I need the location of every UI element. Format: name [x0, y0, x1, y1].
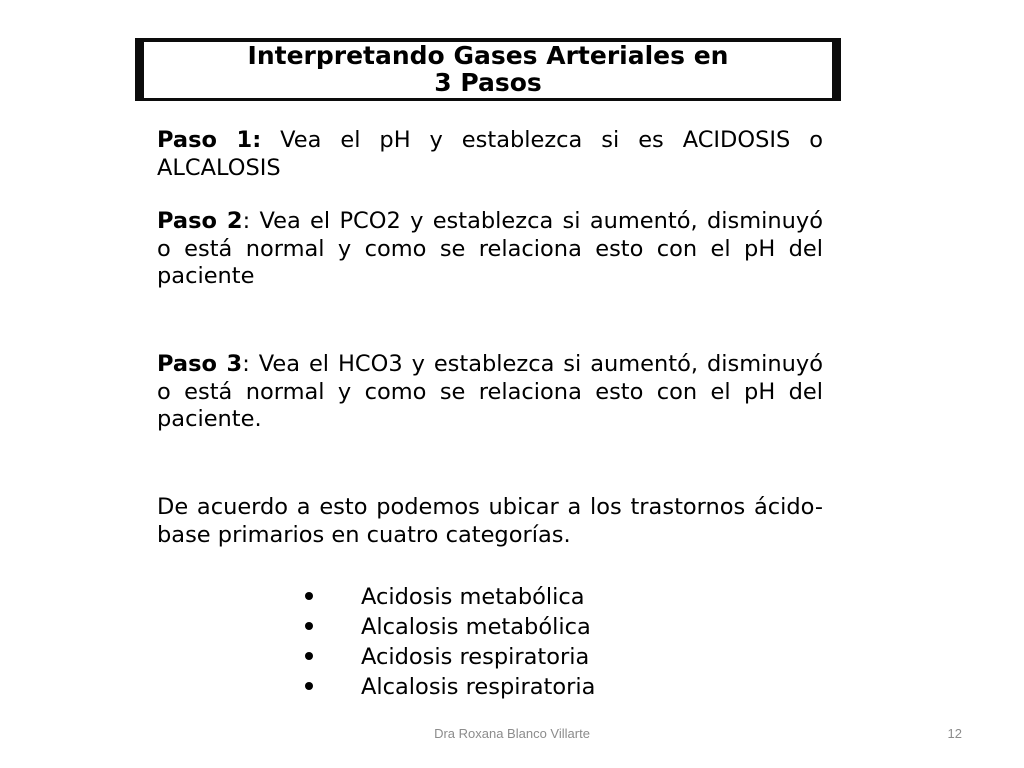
bullet-icon [305, 622, 313, 630]
conclusion-paragraph: De acuerdo a esto podemos ubicar a los trastornos ácido-base primarios en cuatro categorías. [157, 494, 823, 548]
bullet-icon [305, 592, 313, 600]
paso-1-paragraph [157, 127, 823, 182]
category-label: Alcalosis respiratoria [361, 674, 596, 700]
list-item [305, 642, 595, 672]
title-box [144, 42, 832, 98]
paso-2-text: : Vea el PCO2 y establezca si aumentó, disminuyó o está normal y como se relaciona esto con el pH del paciente [157, 208, 823, 289]
list-item [305, 612, 595, 642]
category-label: Acidosis metabólica [361, 584, 585, 610]
paso-2-label: Paso 2 [157, 208, 243, 234]
slide-title-line-2: 3 Pasos [434, 68, 542, 97]
footer-author: Dra Roxana Blanco Villarte [434, 726, 590, 741]
slide-number: 12 [947, 726, 962, 741]
paso-2-paragraph [157, 208, 823, 291]
paso-1-text: Vea el pH y establezca si es ACIDOSIS o ALCALOSIS [157, 127, 823, 181]
paso-1-label: Paso 1: [157, 127, 262, 153]
bullet-icon [305, 652, 313, 660]
paso-3-text: : Vea el HCO3 y establezca si aumentó, disminuyó o está normal y como se relaciona esto con el pH del paciente. [157, 351, 823, 432]
category-label: Acidosis respiratoria [361, 644, 590, 670]
list-item [305, 672, 595, 702]
bullet-icon [305, 682, 313, 690]
list-item [305, 582, 595, 612]
categories-list [305, 582, 595, 702]
title-banner [135, 38, 841, 101]
slide-title-line-1: Interpretando Gases Arteriales en [247, 41, 729, 70]
category-label: Alcalosis metabólica [361, 614, 591, 640]
paso-3-label: Paso 3 [157, 351, 243, 377]
paso-3-paragraph [157, 351, 823, 434]
